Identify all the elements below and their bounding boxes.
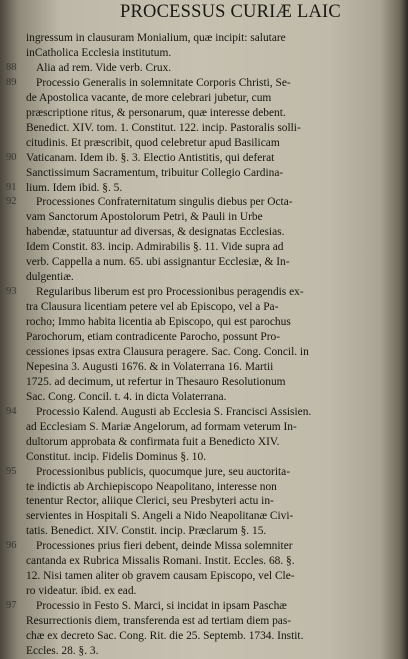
text-line: [0, 494, 408, 508]
text-line: [0, 509, 408, 523]
text-line: [0, 91, 408, 105]
line-text: rocho; Immo habita licentia ab Episcopo, qui est parochus: [26, 316, 291, 329]
text-line: [0, 554, 408, 568]
paragraph-number: 96: [6, 540, 17, 552]
line-text: Idem Constit. 83. incip. Admirabilis §. 11. Vide supra ad: [26, 241, 284, 254]
text-line: [0, 599, 408, 613]
text-line: [0, 151, 408, 165]
text-line: [0, 360, 408, 374]
line-text: Resurrectionis diem, transferenda est ad tertiam diem pas-: [26, 615, 292, 628]
text-line: [0, 195, 408, 209]
text-line: [0, 330, 408, 344]
text-line: [0, 225, 408, 239]
line-text: tenentur Rector, aliique Clerici, seu Presbyteri actu in-: [26, 495, 274, 508]
text-line: [0, 210, 408, 224]
paragraph-number: 92: [6, 196, 17, 208]
line-text: Processionibus publicis, quocumque jure, seu auctorita-: [36, 465, 291, 478]
line-text: chæ ex decreto Sac. Cong. Rit. die 25. Septemb. 1734. Instit.: [26, 630, 304, 642]
text-line: [0, 46, 408, 60]
line-text: de Apostolica vacante, de more celebrari jubetur, cum: [26, 91, 272, 104]
running-header: PROCESSUS CURIÆ LAIC: [120, 2, 341, 22]
line-text: ingressum in clausuram Monialium, quæ incipit: salutare: [26, 32, 286, 44]
line-text: Alia ad rem. Vide verb. Crux.: [36, 61, 172, 74]
line-text: tatis. Benedict. XIV. Constit. incip. Præclarum §. 15.: [26, 525, 267, 538]
text-line: [0, 435, 408, 449]
line-text: inCatholica Ecclesia institutum.: [26, 46, 172, 59]
line-text: Regularibus liberum est pro Processionibus peragendis ex-: [36, 286, 304, 299]
text-line: [0, 240, 408, 254]
line-text: Nepesina 3. Augusti 1676. & in Volaterrana 16. Martii: [26, 360, 274, 373]
text-line: [0, 31, 408, 45]
line-text: dultorum approbata & confirmata fuit a Benedicto XIV.: [26, 435, 280, 448]
line-text: cantanda ex Rubrica Missalis Romani. Instit. Eccles. 68. §.: [26, 555, 295, 568]
paragraph-number: 94: [6, 405, 17, 417]
line-text: Processio Kalend. Augusti ab Ecclesia S. Francisci Assisien.: [36, 405, 312, 418]
text-line: [0, 76, 408, 90]
line-text: præscriptione ritus, & personarum, quæ interesse debent.: [26, 106, 286, 119]
paragraph-number: 90: [6, 151, 17, 163]
text-line: [0, 61, 408, 75]
text-line: [0, 390, 408, 404]
text-line: [0, 465, 408, 479]
text-line: [0, 450, 408, 464]
line-text: Eccles. 28. §. 3.: [26, 644, 99, 657]
line-text: Constitut. incip. Fidelis Dominus §. 10.: [26, 450, 207, 463]
line-text: 12. Nisi tamen aliter ob gravem causam Episcopo, vel Cle-: [26, 570, 295, 583]
text-line: [0, 270, 408, 284]
text-line: [0, 569, 408, 583]
line-text: Sac. Cong. Concil. t. 4. in dicta Volaterrana.: [26, 390, 227, 403]
text-line: [0, 614, 408, 628]
line-text: servientes in Hospitali S. Angeli a Nido Neapolitanæ Civi-: [26, 510, 294, 523]
line-text: Parochorum, etiam contradicente Parocho, possunt Pro-: [26, 331, 281, 343]
text-line: [0, 405, 408, 419]
line-text: te indictis ab Archiepiscopo Neapolitano, interesse non: [26, 480, 277, 493]
line-text: citudinis. Et præscribit, quod celebretur apud Basilicam: [26, 136, 280, 149]
text-line: [0, 345, 408, 359]
line-text: vam Sanctorum Apostolorum Petri, & Pauli in Urbe: [26, 211, 263, 224]
line-text: Processio Generalis in solemnitate Corporis Christi, Se-: [36, 76, 291, 89]
line-text: verb. Cappella a num. 65. ubi assignantur Ecclesiæ, & In-: [26, 256, 290, 269]
text-line: [0, 136, 408, 150]
paragraph-number: 97: [6, 600, 17, 612]
line-text: ro videatur. ibid. ex ead.: [26, 585, 137, 598]
paragraph-number: 91: [6, 181, 17, 193]
line-text: Processiones Confraternitatum singulis diebus per Octa-: [36, 196, 293, 209]
text-line: [0, 524, 408, 538]
text-line: [0, 420, 408, 434]
text-line: [0, 315, 408, 329]
paragraph-number: 88: [6, 61, 17, 73]
text-line: [0, 629, 408, 643]
text-line: [0, 166, 408, 180]
line-text: 1725. ad decimum, ut refertur in Thesauro Resolutionum: [26, 375, 286, 388]
text-line: [0, 480, 408, 494]
paragraph-number: 95: [6, 465, 17, 477]
text-line: [0, 644, 408, 658]
line-text: dulgentiæ.: [26, 271, 74, 284]
text-line: [0, 121, 408, 135]
paragraph-number: 89: [6, 76, 17, 88]
line-text: Benedict. XIV. tom. 1. Constitut. 122. incip. Pastoralis solli-: [26, 121, 301, 134]
line-text: Processiones prius fieri debent, deinde Missa solemniter: [36, 540, 293, 553]
line-text: Sanctissimum Sacramentum, tribuitur Collegio Cardina-: [26, 166, 284, 179]
paragraph-number: 93: [6, 286, 17, 298]
line-text: cessiones ipsas extra Clausura peragere. Sac. Cong. Concil. in: [26, 345, 309, 358]
line-text: Vaticanam. Idem ib. §. 3. Electio Antistitis, qui deferat: [26, 151, 275, 164]
line-text: tra Clausura licentiam petere vel ab Episcopo, vel a Pa-: [26, 301, 279, 314]
line-text: lium. Idem ibid. §. 5.: [26, 181, 123, 194]
text-line: [0, 181, 408, 195]
text-line: [0, 106, 408, 120]
line-text: ad Ecclesiam S. Mariæ Angelorum, ad formam veterum In-: [26, 420, 297, 433]
text-line: [0, 584, 408, 598]
text-line: [0, 300, 408, 314]
line-text: habendæ, statuuntur ad diversas, & designatas Ecclesias.: [26, 226, 285, 239]
text-line: [0, 285, 408, 299]
line-text: Processio in Festo S. Marci, si incidat in ipsam Paschæ: [36, 600, 287, 613]
text-line: [0, 539, 408, 553]
text-line: [0, 255, 408, 269]
text-line: [0, 375, 408, 389]
